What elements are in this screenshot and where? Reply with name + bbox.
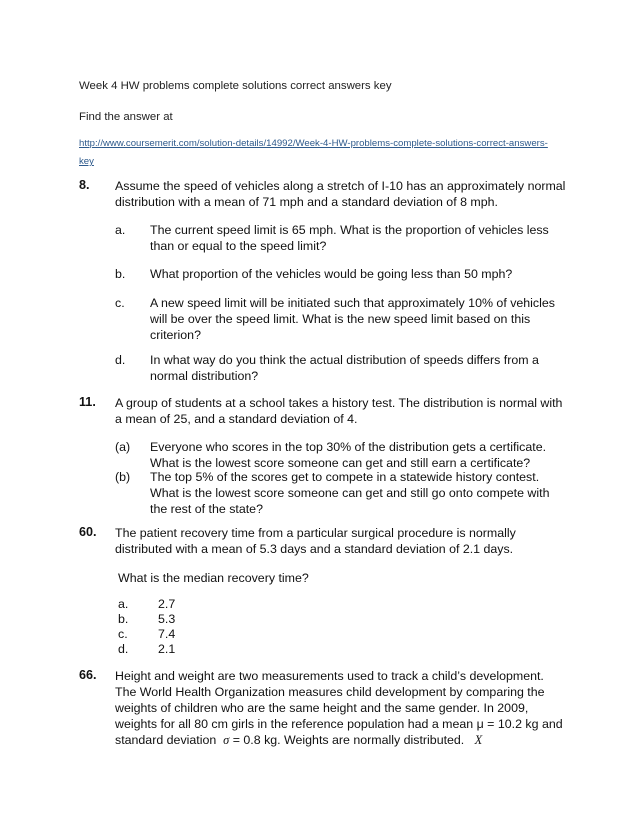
problem-text: The patient recovery time from a particular surgical procedure is normally distributed with a mean of 5.3 days and a standard deviation of 2.1 days.: [115, 526, 516, 556]
option-value: 7.4: [158, 627, 176, 641]
problem-text: [115, 668, 567, 748]
problem-number: 8.: [79, 178, 90, 192]
solution-link-line1[interactable]: http://www.coursemerit.com/solution-details/14992/Week-4-HW-problems-complete-solutions-correct-answers-: [79, 138, 548, 149]
part-text: A new speed limit will be initiated such that approximately 10% of vehicles will be over the speed limit. What is the new speed limit based on this criterion?: [150, 296, 555, 342]
solution-link-line2[interactable]: key: [79, 156, 94, 167]
find-answer-text: Find the answer at: [79, 111, 173, 123]
part-text: What proportion of the vehicles would be going less than 50 mph?: [150, 267, 513, 281]
option-value: 2.7: [158, 597, 176, 611]
problem-text: Assume the speed of vehicles along a stretch of I-10 has an approximately normal distribution with a mean of 71 mph and a standard deviation of 8 mph.: [115, 179, 566, 209]
problem-number: 60.: [79, 525, 97, 539]
problem-number: 66.: [79, 668, 97, 682]
part-text: In what way do you think the actual distribution of speeds differs from a normal distribution?: [150, 353, 539, 383]
option-label: d.: [118, 642, 129, 656]
variable-x-symbol: X: [474, 733, 483, 747]
part-text: The current speed limit is 65 mph. What is the proportion of vehicles less than or equal to the speed limit?: [150, 223, 549, 253]
question-text: What is the median recovery time?: [118, 571, 309, 585]
part-text: Everyone who scores in the top 30% of the distribution gets a certificate. What is the lowest score someone can get and still earn a certificate?: [150, 440, 547, 470]
part-label: (b): [115, 470, 131, 484]
problem-text-after-sigma: = 0.8 kg. Weights are normally distributed.: [232, 733, 465, 747]
problem-number: 11.: [79, 395, 96, 409]
option-value: 5.3: [158, 612, 176, 626]
option-label: b.: [118, 612, 129, 626]
part-text: The top 5% of the scores get to compete in a statewide history contest. What is the lowest score someone can get and still go onto compete with the rest of the state?: [150, 470, 550, 516]
document-title: Week 4 HW problems complete solutions correct answers key: [79, 80, 392, 92]
option-label: c.: [118, 627, 128, 641]
option-value: 2.1: [158, 642, 176, 656]
part-label: (a): [115, 440, 131, 454]
part-label: d.: [115, 353, 126, 367]
option-label: a.: [118, 597, 129, 611]
sigma-symbol: σ: [223, 733, 230, 747]
problem-text-before-sigma: Height and weight are two measurements used to track a child’s development. The World Health Organization measures child development by comparing the weights of children who are the same height and the same gender. In 2009, weights for all 80 cm girls in the reference population had a mean μ = 10.2 kg and standard deviation: [115, 669, 563, 747]
part-label: b.: [115, 267, 126, 281]
part-label: a.: [115, 223, 126, 237]
part-label: c.: [115, 296, 125, 310]
problem-text: A group of students at a school takes a history test. The distribution is normal with a mean of 25, and a standard deviation of 4.: [115, 396, 563, 426]
